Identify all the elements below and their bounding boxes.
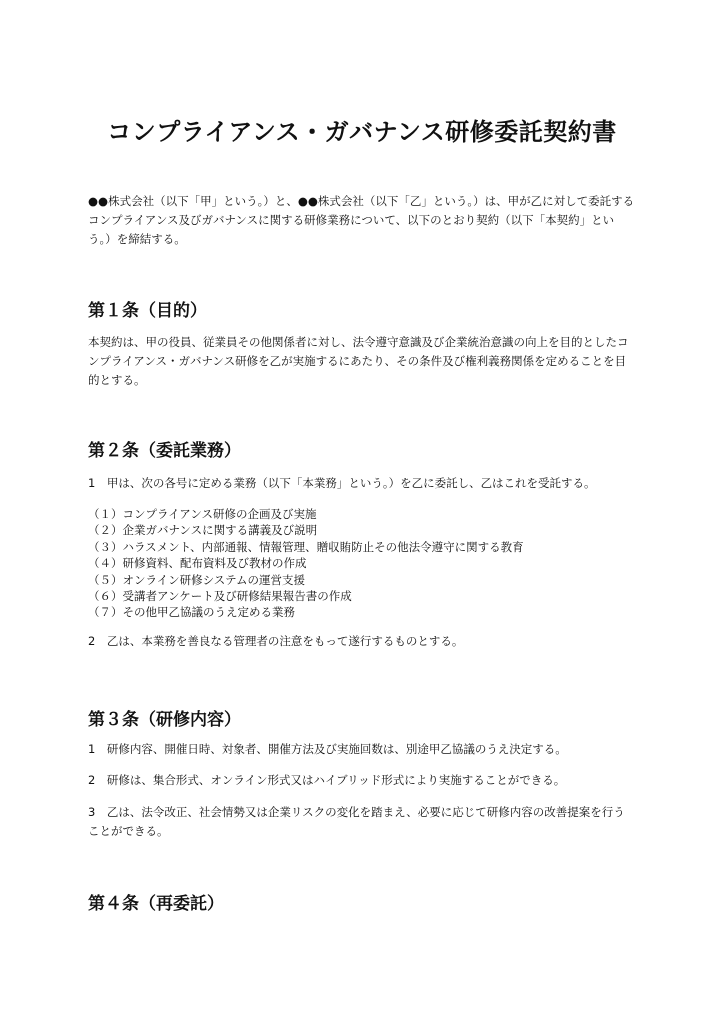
list-item: （７）その他甲乙協議のうえ定める業務: [88, 605, 295, 620]
list-item: （６）受講者アンケート及び研修結果報告書の作成: [88, 589, 352, 604]
list-item: （３）ハラスメント、内部通報、情報管理、贈収賄防止その他法令遵守に関する教育: [88, 539, 524, 554]
preamble: ●●株式会社（以下「甲」という。）と、●●株式会社（以下「乙」という。）は、甲が乙に対して委託するコンプライアンス及びガバナンスに関する研修業務について、以下のとおり契約（以下「本契約」という。）を締結する。: [88, 194, 635, 246]
article-3-clause-2: 2 研修は、集合形式、オンライン形式又はハイブリッド形式により実施することができる。: [88, 773, 566, 787]
article-1-body: 本契約は、甲の役員、従業員その他関係者に対し、法令遵守意識及び企業統治意識の向上を目的としたコンプライアンス・ガバナンス研修を乙が実施するにあたり、その条件及び権利義務関係を定めることを目的とする。: [88, 335, 629, 387]
article-2-item-list: [88, 506, 636, 621]
article-2-clause-2: 2 乙は、本業務を善良なる管理者の注意をもって遂行するものとする。: [88, 634, 464, 648]
article-3-clause-3: 3 乙は、法令改正、社会情勢又は企業リスクの変化を踏まえ、必要に応じて研修内容の改善提案を行うことができる。: [88, 805, 625, 838]
list-item: （５）オンライン研修システムの運営支援: [88, 572, 306, 587]
list-item: （４）研修資料、配布資料及び教材の作成: [88, 556, 307, 571]
article-2-heading: 第２条（委託業務）: [88, 441, 241, 461]
article-1-heading: 第１条（目的）: [88, 301, 207, 321]
list-item: （２）企業ガバナンスに関する講義及び説明: [88, 523, 318, 538]
article-3-clause-1: 1 研修内容、開催日時、対象者、開催方法及び実施回数は、別途甲乙協議のうえ決定する。: [88, 742, 567, 756]
list-item: （１）コンプライアンス研修の企画及び実施: [88, 507, 317, 521]
article-2-clause-1: 1 甲は、次の各号に定める業務（以下「本業務」という。）を乙に委託し、乙はこれを受託する。: [88, 476, 596, 490]
document-title: コンプライアンス・ガバナンス研修委託契約書: [107, 118, 617, 146]
article-3-heading: 第３条（研修内容）: [88, 710, 241, 730]
article-4-heading: 第４条（再委託）: [88, 894, 224, 914]
